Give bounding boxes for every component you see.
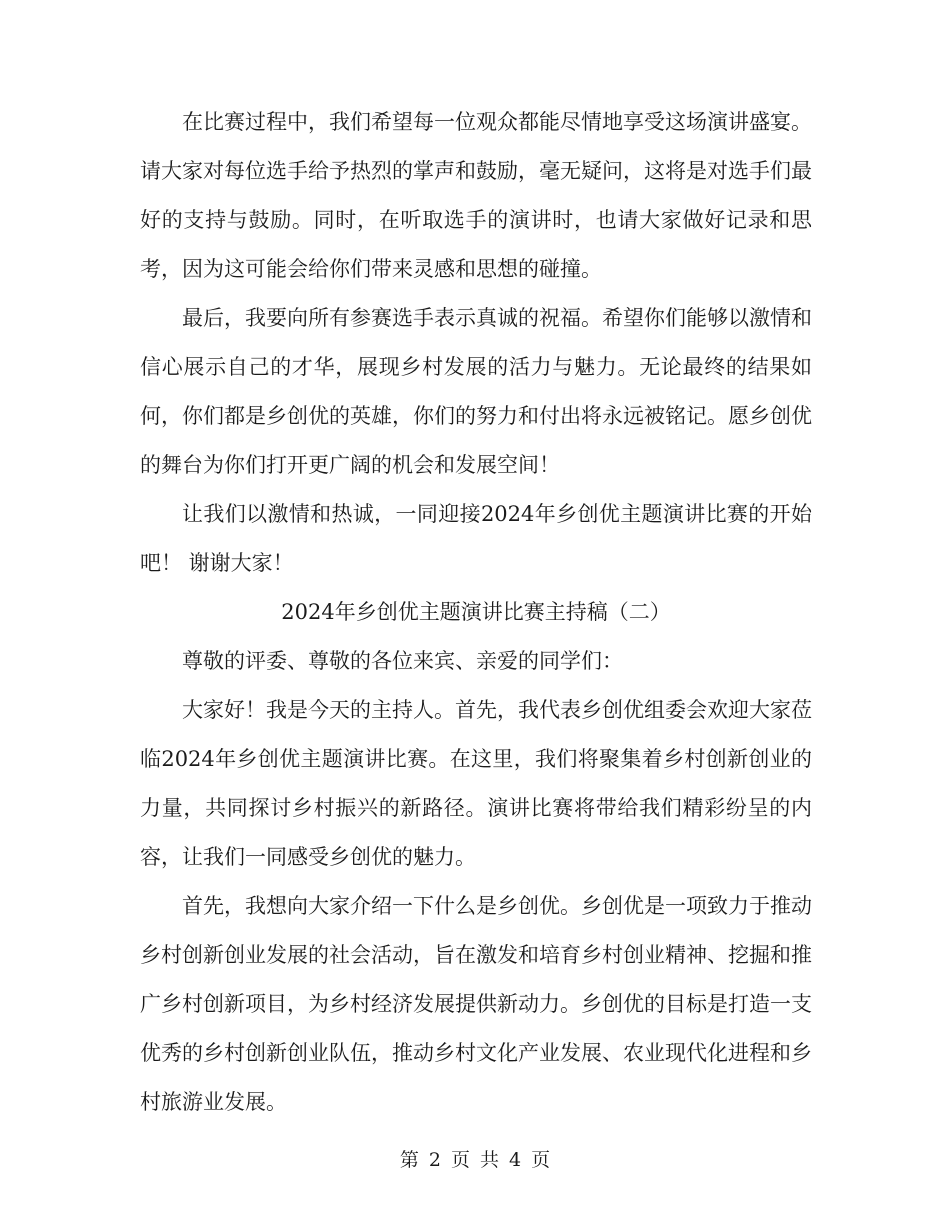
page-footer: 第 2 页 共 4 页 — [399, 1149, 551, 1171]
paragraph-introduction: 首先，我想向大家介绍一下什么是乡创优。乡创优是一项致力于推动乡村创新创业发展的社会活动，旨在激发和培育乡村创业精神、挖掘和推广乡村创新项目，为乡村经济发展提供新动力。乡创优的目标是打造一支优秀的乡村创新创业队伍，推动乡村文化产业发展、农业现代化进程和乡村旅游业发展。 — [140, 894, 812, 1114]
paragraph-audience-appreciation: 在比赛过程中，我们希望每一位观众都能尽情地享受这场演讲盛宴。请大家对每位选手给予热烈的掌声和鼓励，毫无疑问，这将是对选手们最好的支持与鼓励。同时，在听取选手的演讲时，也请大家做好记录和思考，因为这可能会给你们带来灵感和思想的碰撞。 — [140, 110, 812, 281]
document-body — [140, 98, 812, 1127]
paragraph-salutation: 尊敬的评委、尊敬的各位来宾、亲爱的同学们： — [182, 649, 623, 673]
paragraph-welcome: 大家好！我是今天的主持人。首先，我代表乡创优组委会欢迎大家莅临2024年乡创优主题演讲比赛。在这里，我们将聚集着乡村创新创业的力量，共同探讨乡村振兴的新路径。演讲比赛将带给我们精彩纷呈的内容，让我们一同感受乡创优的魅力。 — [140, 698, 812, 869]
paragraph-closing-wishes: 最后，我要向所有参赛选手表示真诚的祝福。希望你们能够以激情和信心展示自己的才华，展现乡村发展的活力与魅力。无论最终的结果如何，你们都是乡创优的英雄，你们的努力和付出将永远被铭记。愿乡创优的舞台为你们打开更广阔的机会和发展空间！ — [140, 306, 812, 477]
paragraph-opening-call: 让我们以激情和热诚，一同迎接2024年乡创优主题演讲比赛的开始吧！ 谢谢大家！ — [140, 502, 812, 575]
section-title: 2024年乡创优主题演讲比赛主持稿（二） — [281, 600, 671, 624]
